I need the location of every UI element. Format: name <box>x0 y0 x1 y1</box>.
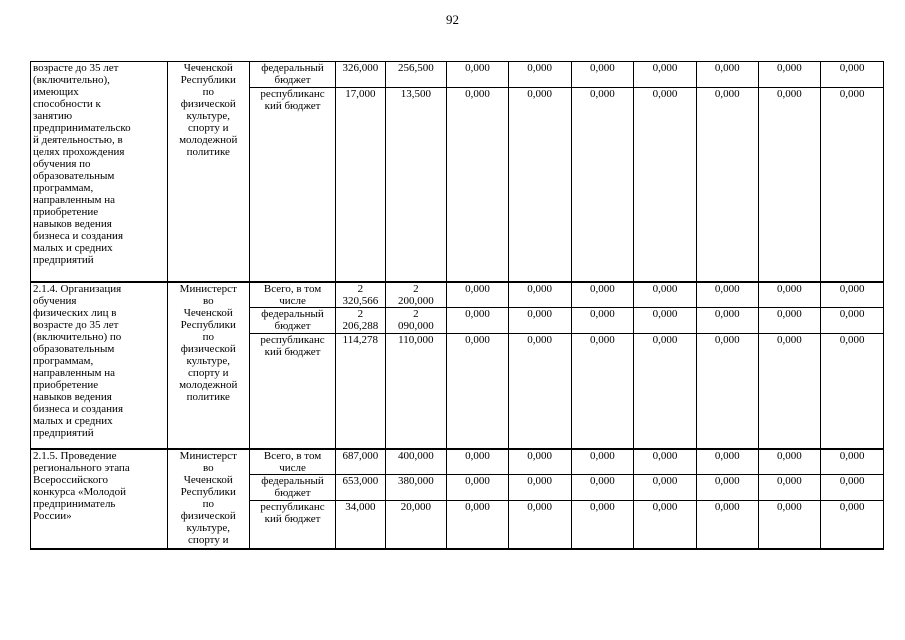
value-cell: 0,000 <box>508 501 571 549</box>
value-cell: 0,000 <box>634 88 697 282</box>
value-cell: 0,000 <box>696 88 758 282</box>
value-cell: 114,278 <box>336 333 385 449</box>
value-cell: 0,000 <box>696 62 758 88</box>
value-cell: 0,000 <box>696 307 758 333</box>
value-cell: 0,000 <box>696 282 758 308</box>
value-cell: 0,000 <box>696 475 758 501</box>
budget-table <box>30 61 884 550</box>
value-cell: 0,000 <box>571 62 634 88</box>
value-cell: 0,000 <box>447 501 509 549</box>
table-row <box>31 449 884 475</box>
responsible-executor: Чеченской Республики по физической культуре, спорту и молодежной политике <box>167 62 249 282</box>
value-cell: 0,000 <box>758 501 821 549</box>
value-cell: 0,000 <box>634 307 697 333</box>
funding-source: федеральный бюджет <box>249 475 335 501</box>
funding-source: федеральный бюджет <box>249 307 335 333</box>
value-cell: 0,000 <box>508 307 571 333</box>
value-cell: 0,000 <box>508 475 571 501</box>
value-cell: 0,000 <box>821 333 884 449</box>
value-cell: 0,000 <box>508 88 571 282</box>
value-cell: 34,000 <box>336 501 385 549</box>
value-cell: 2 090,000 <box>385 307 447 333</box>
value-cell: 0,000 <box>571 282 634 308</box>
value-cell: 0,000 <box>508 282 571 308</box>
value-cell: 0,000 <box>571 307 634 333</box>
value-cell: 0,000 <box>758 307 821 333</box>
value-cell: 0,000 <box>758 475 821 501</box>
value-cell: 0,000 <box>758 282 821 308</box>
value-cell: 0,000 <box>571 501 634 549</box>
value-cell: 326,000 <box>336 62 385 88</box>
value-cell: 0,000 <box>634 62 697 88</box>
value-cell: 2 320,566 <box>336 282 385 308</box>
value-cell: 0,000 <box>821 88 884 282</box>
value-cell: 0,000 <box>696 501 758 549</box>
value-cell: 380,000 <box>385 475 447 501</box>
value-cell: 0,000 <box>821 307 884 333</box>
value-cell: 0,000 <box>447 62 509 88</box>
value-cell: 0,000 <box>508 449 571 475</box>
value-cell: 0,000 <box>821 282 884 308</box>
value-cell: 0,000 <box>447 333 509 449</box>
funding-source: Всего, в том числе <box>249 282 335 308</box>
funding-source: республиканс кий бюджет <box>249 333 335 449</box>
value-cell: 0,000 <box>758 449 821 475</box>
value-cell: 20,000 <box>385 501 447 549</box>
value-cell: 0,000 <box>696 333 758 449</box>
table-row <box>31 282 884 308</box>
value-cell: 687,000 <box>336 449 385 475</box>
value-cell: 0,000 <box>758 62 821 88</box>
value-cell: 0,000 <box>447 282 509 308</box>
table-row <box>31 62 884 88</box>
value-cell: 0,000 <box>634 475 697 501</box>
value-cell: 2 200,000 <box>385 282 447 308</box>
value-cell: 0,000 <box>821 501 884 549</box>
value-cell: 0,000 <box>821 62 884 88</box>
value-cell: 0,000 <box>447 449 509 475</box>
funding-source: федеральный бюджет <box>249 62 335 88</box>
value-cell: 0,000 <box>634 333 697 449</box>
value-cell: 400,000 <box>385 449 447 475</box>
value-cell: 0,000 <box>821 475 884 501</box>
value-cell: 0,000 <box>508 62 571 88</box>
value-cell: 0,000 <box>696 449 758 475</box>
value-cell: 0,000 <box>447 475 509 501</box>
value-cell: 0,000 <box>508 333 571 449</box>
value-cell: 0,000 <box>758 88 821 282</box>
value-cell: 0,000 <box>571 449 634 475</box>
value-cell: 110,000 <box>385 333 447 449</box>
value-cell: 2 206,288 <box>336 307 385 333</box>
funding-source: республиканс кий бюджет <box>249 88 335 282</box>
value-cell: 0,000 <box>571 88 634 282</box>
funding-source: республиканс кий бюджет <box>249 501 335 549</box>
value-cell: 13,500 <box>385 88 447 282</box>
value-cell: 0,000 <box>821 449 884 475</box>
value-cell: 0,000 <box>634 282 697 308</box>
value-cell: 256,500 <box>385 62 447 88</box>
page-number: 92 <box>446 12 459 27</box>
funding-source: Всего, в том числе <box>249 449 335 475</box>
value-cell: 0,000 <box>571 333 634 449</box>
activity-description: возрасте до 35 лет (включительно), имеющих способности к занятию предпринимательско й деятельностью, в целях прохождения обучения по образовательным программам, направленным на приобретение навыков ведения бизнеса и создания малых и средних предприятий <box>31 62 168 282</box>
responsible-executor: Министерст во Чеченской Республики по физической культуре, спорту и <box>167 449 249 549</box>
value-cell: 653,000 <box>336 475 385 501</box>
activity-description: 2.1.5. Проведение регионального этапа Всероссийского конкурса «Молодой предприниматель России» <box>31 449 168 549</box>
responsible-executor: Министерст во Чеченской Республики по физической культуре, спорту и молодежной политике <box>167 282 249 450</box>
value-cell: 0,000 <box>634 501 697 549</box>
value-cell: 0,000 <box>634 449 697 475</box>
value-cell: 0,000 <box>447 307 509 333</box>
value-cell: 0,000 <box>447 88 509 282</box>
value-cell: 0,000 <box>571 475 634 501</box>
value-cell: 17,000 <box>336 88 385 282</box>
activity-description: 2.1.4. Организация обучения физических лиц в возрасте до 35 лет (включительно) по образовательным программам, направленным на приобретение навыков ведения бизнеса и создания малых и средних предприятий <box>31 282 168 450</box>
value-cell: 0,000 <box>758 333 821 449</box>
